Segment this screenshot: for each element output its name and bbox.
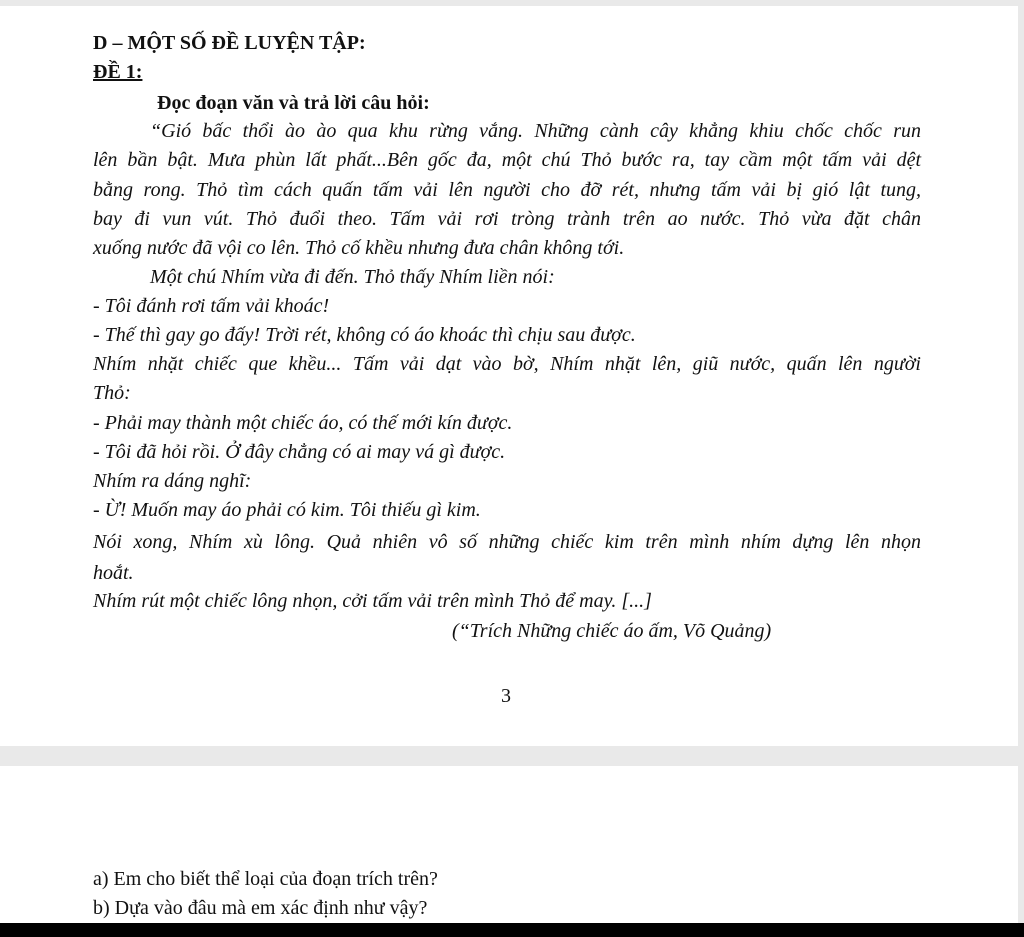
passage-line: “Gió bấc thổi ào ào qua khu rừng vắng. Những cành cây khẳng khiu chốc chốc run — [150, 120, 921, 142]
passage-line: Nhím rút một chiếc lông nhọn, cởi tấm vải trên mình Thỏ để may. [...] — [93, 590, 652, 612]
section-heading: D – MỘT SỐ ĐỀ LUYỆN TẬP: — [93, 32, 366, 54]
page-number: 3 — [501, 685, 511, 707]
question-a: a) Em cho biết thể loại của đoạn trích trên? — [93, 868, 438, 890]
question-b: b) Dựa vào đâu mà em xác định như vậy? — [93, 897, 428, 919]
passage-line: Một chú Nhím vừa đi đến. Thỏ thấy Nhím liền nói: — [150, 266, 555, 288]
passage-line: bằng rong. Thỏ tìm cách quấn tấm vải lên người cho đỡ rét, nhưng tấm vải bị gió lật tung, — [93, 179, 921, 201]
exam-label: ĐỀ 1: — [93, 61, 143, 83]
bottom-bar — [0, 923, 1024, 937]
passage-line: - Thế thì gay go đấy! Trời rét, không có áo khoác thì chịu sau được. — [93, 324, 636, 346]
passage-line: lên bần bật. Mưa phùn lất phất...Bên gốc đa, một chú Thỏ bước ra, tay cầm một tấm vải dệt — [93, 149, 921, 171]
passage-line: Thỏ: — [93, 382, 131, 404]
passage-line: - Tôi đánh rơi tấm vải khoác! — [93, 295, 330, 317]
citation: (“Trích Những chiếc áo ấm, Võ Quảng) — [452, 620, 772, 642]
passage-line: xuống nước đã vội co lên. Thỏ cố khều nhưng đưa chân không tới. — [93, 237, 625, 259]
passage-line: - Tôi đã hỏi rồi. Ở đây chẳng có ai may vá gì được. — [93, 441, 506, 463]
instruction: Đọc đoạn văn và trả lời câu hỏi: — [157, 92, 430, 114]
passage-line: hoắt. — [93, 562, 134, 584]
passage-line: bay đi vun vút. Thỏ đuổi theo. Tấm vải rơi tròng trành trên ao nước. Thỏ vừa đặt chân — [93, 208, 921, 230]
passage-line: - Ừ! Muốn may áo phải có kim. Tôi thiếu gì kim. — [93, 499, 481, 521]
passage-line: Nhím nhặt chiếc que khều... Tấm vải dạt vào bờ, Nhím nhặt lên, giũ nước, quấn lên người — [93, 353, 921, 375]
passage-line: Nói xong, Nhím xù lông. Quả nhiên vô số những chiếc kim trên mình nhím dựng lên nhọn — [93, 531, 921, 553]
passage-line: - Phải may thành một chiếc áo, có thế mới kín được. — [93, 412, 513, 434]
passage-line: Nhím ra dáng nghĩ: — [93, 470, 252, 492]
